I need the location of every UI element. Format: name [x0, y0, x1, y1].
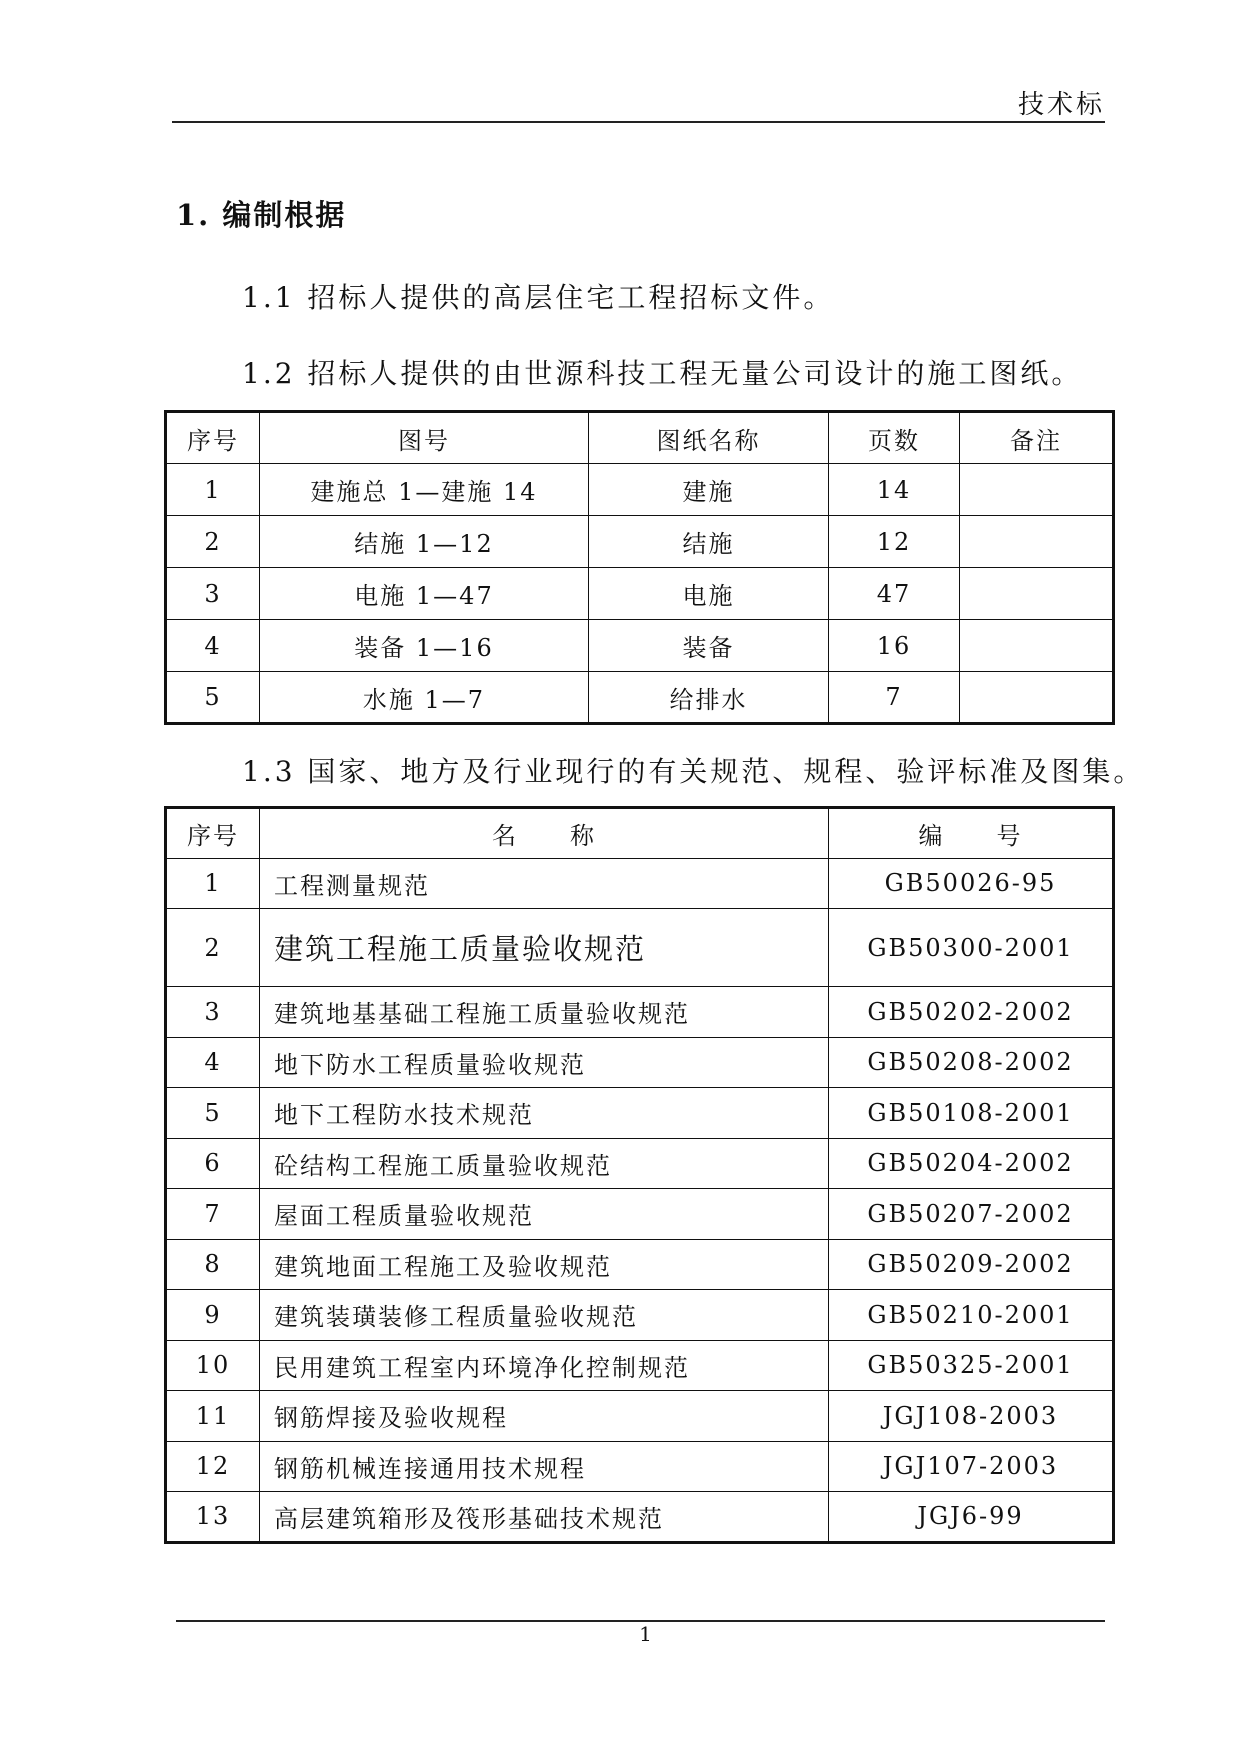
table-cell: 地下工程防水技术规范	[260, 1088, 829, 1139]
table-row	[166, 1391, 1114, 1442]
table-row	[166, 1088, 1114, 1139]
column-header: 序号	[166, 808, 260, 859]
table-cell: 7	[166, 1189, 260, 1240]
section-title: 1. 编制根据	[176, 198, 347, 232]
table-cell: 12	[166, 1441, 260, 1492]
column-header: 编 号	[829, 808, 1114, 859]
table-cell: JGJ108-2003	[829, 1391, 1114, 1442]
table-cell: 装备 1—16	[260, 620, 589, 672]
table-cell: 给排水	[589, 672, 829, 724]
table-cell: GB50210-2001	[829, 1290, 1114, 1341]
table-row	[166, 1340, 1114, 1391]
column-header: 名 称	[260, 808, 829, 859]
table-cell: GB50204-2002	[829, 1138, 1114, 1189]
table-cell: 钢筋机械连接通用技术规程	[260, 1441, 829, 1492]
table-cell: 10	[166, 1340, 260, 1391]
table-row	[166, 1189, 1114, 1240]
drawings-table	[164, 410, 1115, 725]
column-header: 页数	[829, 412, 960, 464]
table-cell: 16	[829, 620, 960, 672]
table-cell: 电施	[589, 568, 829, 620]
table-row	[166, 858, 1114, 909]
table-cell: 建施总 1—建施 14	[260, 464, 589, 516]
table-row	[166, 1492, 1114, 1543]
table-cell: GB50207-2002	[829, 1189, 1114, 1240]
table-cell: 电施 1—47	[260, 568, 589, 620]
table-cell: 建筑工程施工质量验收规范	[260, 909, 829, 987]
table-row	[166, 568, 1114, 620]
table-cell: GB50209-2002	[829, 1239, 1114, 1290]
table-cell: 13	[166, 1492, 260, 1543]
table-cell	[960, 620, 1114, 672]
table-row	[166, 987, 1114, 1038]
table-cell: 8	[166, 1239, 260, 1290]
table-cell: GB50202-2002	[829, 987, 1114, 1038]
table-row	[166, 1138, 1114, 1189]
table-cell: GB50108-2001	[829, 1088, 1114, 1139]
table-cell: 建筑地面工程施工及验收规范	[260, 1239, 829, 1290]
table-cell: JGJ107-2003	[829, 1441, 1114, 1492]
table-cell: 砼结构工程施工质量验收规范	[260, 1138, 829, 1189]
table-row	[166, 909, 1114, 987]
table-cell: 1	[166, 464, 260, 516]
table-row	[166, 464, 1114, 516]
table-cell: 建施	[589, 464, 829, 516]
header-title: 技术标	[1017, 90, 1105, 120]
table-row	[166, 1239, 1114, 1290]
table-row	[166, 1037, 1114, 1088]
column-header: 序号	[166, 412, 260, 464]
table-cell: 高层建筑箱形及筏形基础技术规范	[260, 1492, 829, 1543]
table-cell: 12	[829, 516, 960, 568]
table-cell	[960, 464, 1114, 516]
table-cell: 建筑地基基础工程施工质量验收规范	[260, 987, 829, 1038]
table-cell: 9	[166, 1290, 260, 1341]
table-row	[166, 516, 1114, 568]
table-cell: 6	[166, 1138, 260, 1189]
table-cell: GB50325-2001	[829, 1340, 1114, 1391]
page-number: 1	[639, 1622, 652, 1646]
table-cell: 5	[166, 1088, 260, 1139]
table-row	[166, 672, 1114, 724]
table-cell	[960, 516, 1114, 568]
table-cell: JGJ6-99	[829, 1492, 1114, 1543]
paragraph-1-3: 1.3 国家、地方及行业现行的有关规范、规程、验评标准及图集。	[242, 755, 1145, 788]
table-cell	[960, 568, 1114, 620]
header-divider	[172, 121, 1105, 123]
table-cell: 地下防水工程质量验收规范	[260, 1037, 829, 1088]
standards-table	[164, 806, 1115, 1544]
table-cell: GB50208-2002	[829, 1037, 1114, 1088]
table-cell: 装备	[589, 620, 829, 672]
table-header-row	[166, 412, 1114, 464]
paragraph-1-1: 1.1 招标人提供的高层住宅工程招标文件。	[242, 281, 835, 314]
table-cell: 屋面工程质量验收规范	[260, 1189, 829, 1240]
table-header-row	[166, 808, 1114, 859]
table-cell: 14	[829, 464, 960, 516]
table-cell: 水施 1—7	[260, 672, 589, 724]
table-cell: 4	[166, 1037, 260, 1088]
table-cell	[960, 672, 1114, 724]
table-row	[166, 1441, 1114, 1492]
paragraph-1-2: 1.2 招标人提供的由世源科技工程无量公司设计的施工图纸。	[242, 357, 1083, 390]
table-cell: 4	[166, 620, 260, 672]
table-cell: 3	[166, 987, 260, 1038]
table-row	[166, 620, 1114, 672]
table-cell: 2	[166, 909, 260, 987]
table-cell: 1	[166, 858, 260, 909]
table-cell: 5	[166, 672, 260, 724]
table-cell: 11	[166, 1391, 260, 1442]
table-cell: 民用建筑工程室内环境净化控制规范	[260, 1340, 829, 1391]
table-cell: GB50300-2001	[829, 909, 1114, 987]
table-cell: 7	[829, 672, 960, 724]
table-cell: 工程测量规范	[260, 858, 829, 909]
table-cell: 2	[166, 516, 260, 568]
table-cell: GB50026-95	[829, 858, 1114, 909]
table-cell: 结施 1—12	[260, 516, 589, 568]
table-cell: 建筑装璜装修工程质量验收规范	[260, 1290, 829, 1341]
table-cell: 3	[166, 568, 260, 620]
column-header: 图纸名称	[589, 412, 829, 464]
table-cell: 47	[829, 568, 960, 620]
table-cell: 结施	[589, 516, 829, 568]
table-cell: 钢筋焊接及验收规程	[260, 1391, 829, 1442]
column-header: 备注	[960, 412, 1114, 464]
column-header: 图号	[260, 412, 589, 464]
table-row	[166, 1290, 1114, 1341]
